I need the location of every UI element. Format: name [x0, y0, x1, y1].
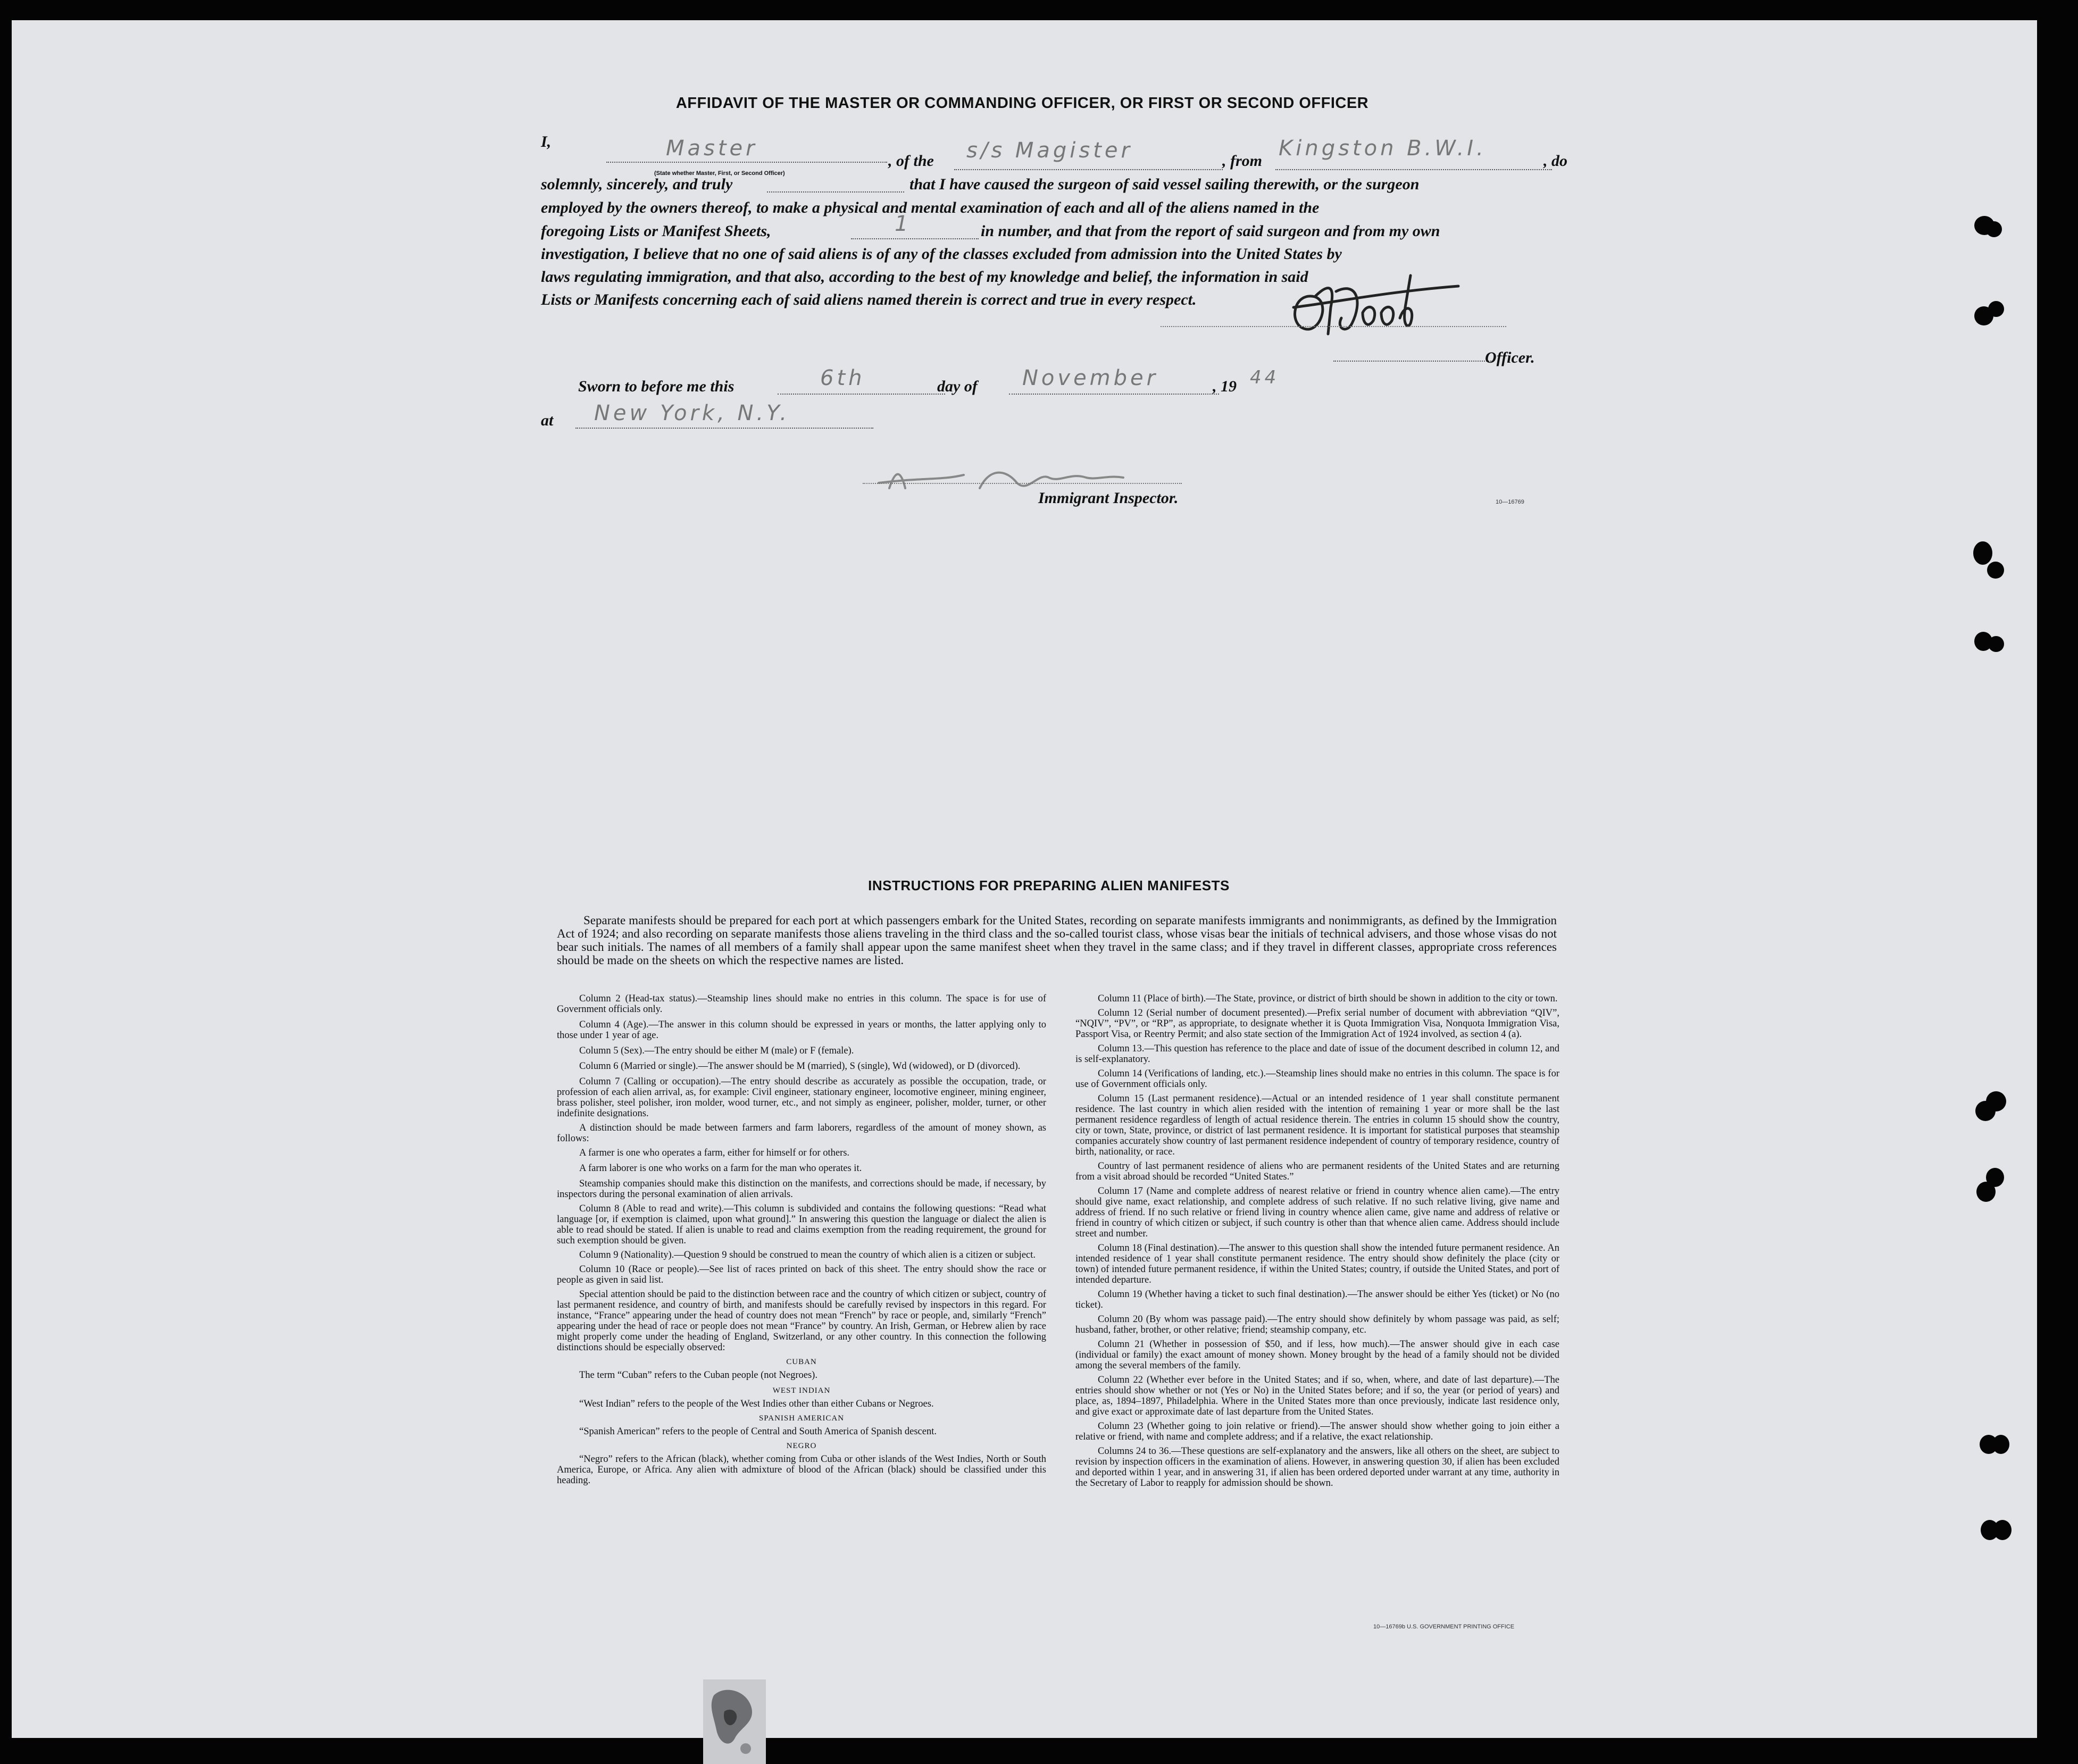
officer-field-line	[1333, 361, 1493, 362]
instruction-paragraph: Column 8 (Able to read and write).—This column is subdivided and contains the following questions: “Read what language [or, if exemption is claimed, upon what ground].” In answering this question the language or dialect the alien is able to read should be stated. If alien is unable to read and claims exemption from the reading requirement, the ground for such exemption should be given.	[557, 1203, 1046, 1246]
instructions-title: INSTRUCTIONS FOR PREPARING ALIEN MANIFESTS	[868, 877, 1230, 893]
instructions-intro: Separate manifests should be prepared for each port at which passengers embark for the United States, recording on separate manifests immigrants and nonimmigrants, as defined by the Immigration Act of 1924; and also recording on separate manifests those aliens traveling in the third class and the so-called tourist class, whose visas bear the initials of technical advisers, and those whose visas do not bear such initials. The names of all members of a family shall appear upon the same manifest sheet when they travel in the same class; and if they travel in different classes, appropriate cross references should be made on the sheets on which the respective names are listed.	[557, 914, 1557, 967]
month-field-line	[1009, 394, 1219, 395]
vessel-field-line	[954, 169, 1223, 170]
from-label: , from	[1222, 152, 1262, 170]
affidavit-line-3: employed by the owners thereof, to make a physical and mental examination of each and all of the aliens named in the	[541, 199, 1320, 216]
instruction-paragraph: Column 12 (Serial number of document presented).—Prefix serial number of document with abbreviation “QIV”, “NQIV”, “PV”, or “RP”, as appropriate, to designate whether it is Quota Immigration Visa, Nonquota Immigration Visa, Passport Visa, or Reentry Permit; and also state section of the Immigration Act of 1924 involved, as section 4 (a).	[1075, 1008, 1559, 1040]
instruction-paragraph: Column 18 (Final destination).—The answer to this question shall show the intended future permanent residence. An intended residence of 1 year shall constitute permanent residence. The entry should show definitely the place (city or town) of intended future permanent residence, if within the United States; country, if outside the United States, and port of intended departure.	[1075, 1243, 1559, 1285]
instruction-paragraph: Columns 24 to 36.—These questions are self-explanatory and the answers, like all others on the sheet, are subject to revision by inspection officers in the examination of aliens. However, in answering question 30, if alien has been excluded and deported within 1 year, and in answering 31, if alien has been ordered deported under warrant at any time, authority in the Secretary of Labor to reapply for admission should be shown.	[1075, 1446, 1559, 1489]
year-handwritten: 44	[1250, 367, 1280, 388]
negro-heading: NEGRO	[786, 1442, 817, 1450]
instruction-paragraph: A farm laborer is one who works on a farm for the man who operates it.	[579, 1163, 862, 1174]
punch-hole	[1993, 1520, 2012, 1540]
of-the-label: , of the	[888, 152, 934, 170]
punch-hole	[1988, 636, 2004, 652]
instructions-footer-code: 10—16769b U.S. GOVERNMENT PRINTING OFFICE	[1373, 1624, 1515, 1630]
instruction-paragraph: A distinction should be made between farmers and farm laborers, regardless of the amount of money shown, as follows:	[557, 1123, 1046, 1144]
instruction-paragraph: Steamship companies should make this distinction on the manifests, and corrections should be made, if necessary, by inspectors during the personal examination of alien arrivals.	[557, 1178, 1046, 1200]
punch-hole	[1992, 1435, 2009, 1454]
instruction-paragraph: Column 21 (Whether in possession of $50, and if less, how much).—The answer should give in each case (individual or family) the exact amount of money shown. Money brought by the head of a family should not be divided among the several members of the family.	[1075, 1339, 1559, 1371]
document-page	[12, 20, 2037, 1738]
instruction-paragraph: Column 14 (Verifications of landing, etc.).—Steamship lines should make no entries in this column. The space is for use of Government officials only.	[1075, 1068, 1559, 1090]
instructions-right-column	[1075, 993, 1559, 1492]
affidavit-line-2b: that I have caused the surgeon of said vessel sailing therewith, or the surgeon	[909, 175, 1420, 193]
port-handwritten: Kingston B.W.I.	[1279, 136, 1487, 161]
instruction-paragraph: Special attention should be paid to the distinction between race and the country of which citizen or subject, country of last permanent residence, and country of birth, and manifests should be carefully revised by inspectors in this regard. For instance, “France” appearing under the head of country does not mean “French” by race or people, and, similarly “French” appearing under the head of race or people does not mean “France” by country. An Irish, German, or Hebrew alien by race might properly come under the heading of England, Switzerland, or any other country. In this connection the following distinctions should be especially observed:	[557, 1289, 1046, 1353]
instruction-paragraph: A farmer is one who operates a farm, either for himself or for others.	[579, 1148, 850, 1158]
cuban-heading: CUBAN	[786, 1358, 817, 1366]
affidavit-line-5: investigation, I believe that no one of said aliens is of any of the classes excluded from admission into the United States by	[541, 245, 1342, 263]
punch-hole	[1988, 301, 2004, 317]
inspector-field-line	[863, 483, 1182, 484]
affidavit-form-code: 10—16769	[1496, 499, 1524, 505]
instruction-paragraph: Column 13.—This question has reference to the place and date of issue of the document described in column 12, and is self-explanatory.	[1075, 1043, 1559, 1065]
instruction-paragraph: Column 5 (Sex).—The entry should be either M (male) or F (female).	[579, 1046, 854, 1056]
instruction-paragraph: Column 23 (Whether going to join relative or friend).—The answer should show whether going to join either a relative or friend, with name and complete address; and if a relative, the exact relationship.	[1075, 1421, 1559, 1442]
instruction-paragraph: Column 6 (Married or single).—The answer should be M (married), S (single), Wd (widowed), or D (divorced).	[579, 1061, 1021, 1072]
rank-handwritten: Master	[666, 136, 758, 161]
west-indian-text: “West Indian” refers to the people of the West Indies other than either Cubans or Negroes.	[579, 1399, 934, 1409]
instruction-paragraph: Column 9 (Nationality).—Question 9 should be construed to mean the country of which alien is a citizen or subject.	[579, 1250, 1036, 1260]
place-field-line	[575, 428, 873, 429]
instruction-paragraph: Column 10 (Race or people).—See list of races printed on back of this sheet. The entry should show the race or people as given in said list.	[557, 1264, 1046, 1285]
instruction-paragraph: Column 15 (Last permanent residence).—Actual or an intended residence of 1 year shall constitute permanent residence. The last country in which alien resided with the intention of remaining 1 year or more shall be the last permanent residence regardless of length of actual residence therein. The entries in column 15 should show the country, city or town, State, province, or district of last permanent residence. It is important for statistical purposes that steamship companies accurately show country of last permanent residence independent of country of temporary residence, country of birth, nationality, or race.	[1075, 1093, 1559, 1157]
west-indian-heading: WEST INDIAN	[772, 1386, 831, 1395]
officer-signature	[1283, 270, 1474, 350]
vessel-handwritten: s/s Magister	[966, 138, 1133, 163]
affidavit-line-4b: in number, and that from the report of said surgeon and from my own	[981, 222, 1440, 240]
affidavit-line-2a: solemnly, sincerely, and truly	[541, 175, 733, 193]
day-handwritten: 6th	[820, 366, 865, 390]
instructions-left-column	[557, 993, 1046, 1490]
port-field-line	[1275, 169, 1552, 170]
punch-hole	[1986, 221, 2002, 237]
instruction-paragraph: Column 20 (By whom was passage paid).—The entry should show definitely by whom passage was paid, as self; husband, father, brother, or other relative; friend; steamship company, etc.	[1075, 1314, 1559, 1335]
sheets-field-line	[851, 238, 979, 239]
do-label: , do	[1543, 152, 1567, 170]
officer-label: Officer.	[1485, 349, 1535, 366]
rank-field-line	[606, 162, 887, 163]
punch-hole	[1987, 562, 2004, 579]
affidavit-line-4a: foregoing Lists or Manifest Sheets,	[541, 222, 771, 240]
instruction-paragraph: Column 7 (Calling or occupation).—The entry should describe as accurately as possible the occupation, trade, or profession of each alien arrival, as, for example: Civil engineer, stationary engineer, locomotive engineer, mining engineer, brass polisher, steel polisher, iron molder, wood turner, etc., and not simply as engineer, polisher, molder, turner, or other indefinite designations.	[557, 1076, 1046, 1119]
affidavit-title: AFFIDAVIT OF THE MASTER OR COMMANDING OFFICER, OR FIRST OR SECOND OFFICER	[675, 95, 1369, 112]
negro-text: “Negro” refers to the African (black), whether coming from Cuba or other islands of the West Indies, North or South America, Europe, or Africa. Any alien with admixture of blood of the African (black) should be classified under this heading.	[557, 1454, 1046, 1486]
inspector-label: Immigrant Inspector.	[1038, 489, 1179, 507]
punch-hole	[1986, 1091, 2006, 1111]
affidavit-line-6: laws regulating immigration, and that also, according to the best of my knowledge and belief, the information in said	[541, 268, 1308, 286]
rank-caption: (State whether Master, First, or Second Officer)	[654, 170, 785, 177]
instruction-paragraph: Column 4 (Age).—The answer in this column should be expressed in years or months, the latter applying only to those under 1 year of age.	[557, 1019, 1046, 1041]
month-handwritten: November	[1022, 366, 1159, 390]
day-of-label: day of	[937, 378, 978, 395]
punch-hole	[1986, 1168, 2004, 1187]
instruction-paragraph: Column 2 (Head-tax status).—Steamship lines should make no entries in this column. The space is for use of Government officials only.	[557, 993, 1046, 1015]
year-prefix-label: , 19	[1213, 378, 1237, 395]
sworn-before-label: Sworn to before me this	[578, 378, 735, 395]
instruction-paragraph: Country of last permanent residence of aliens who are permanent residents of the United States and are returning from a visit abroad should be recorded “United States.”	[1075, 1161, 1559, 1182]
punch-hole	[1973, 541, 1992, 565]
day-field-line	[778, 394, 945, 395]
spanish-american-text: “Spanish American” refers to the people of Central and South America of Spanish descent.	[579, 1426, 937, 1437]
affidavit-i-label: I,	[541, 133, 552, 151]
sheets-handwritten: 1	[895, 212, 912, 236]
instruction-paragraph: Column 19 (Whether having a ticket to such final destination).—The answer should be either Yes (ticket) or No (no ticket).	[1075, 1289, 1559, 1310]
signature-field-line	[1161, 326, 1506, 327]
archival-stamp	[703, 1679, 766, 1764]
place-handwritten: New York, N.Y.	[594, 401, 790, 425]
cuban-text: The term “Cuban” refers to the Cuban people (not Negroes).	[579, 1370, 817, 1381]
oath-field-line	[767, 191, 904, 193]
instruction-paragraph: Column 11 (Place of birth).—The State, province, or district of birth should be shown in addition to the city or town.	[1098, 993, 1558, 1004]
instruction-paragraph: Column 17 (Name and complete address of nearest relative or friend in country whence alien came).—The entry should give name, exact relationship, and complete address of such relative. If no such relative living, give name and address of friend. If no such relative or friend living in country whence alien came, give name and address of relative or friend in country of which citizen or subject, if such country is other than that whence alien came. Address should include street and number.	[1075, 1186, 1559, 1239]
instruction-paragraph: Column 22 (Whether ever before in the United States; and if so, when, where, and date of last departure).—The entries should show whether or not (Yes or No) in the United States before; and if so, the year (or period of years) and place, as, 1894–1897, Philadelphia. Where in the United States more than once previously, indicate last residence only, and give exact or approximate date of last departure from the United States.	[1075, 1375, 1559, 1417]
at-label: at	[541, 412, 554, 429]
spanish-american-heading: SPANISH AMERICAN	[758, 1414, 845, 1423]
affidavit-line-7: Lists or Manifests concerning each of said aliens named therein is correct and true in every respect.	[541, 291, 1197, 308]
